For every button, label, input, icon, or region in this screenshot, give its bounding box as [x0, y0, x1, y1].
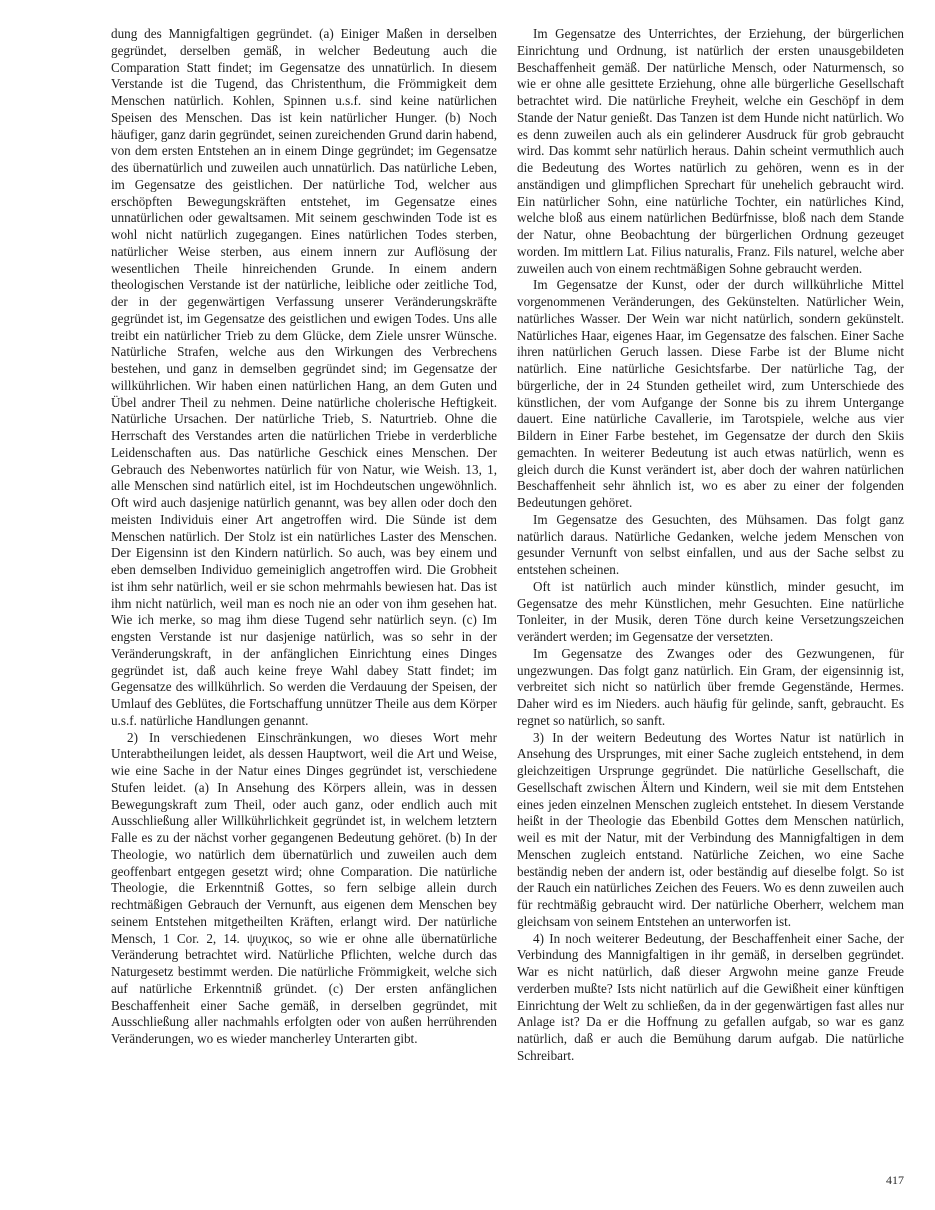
paragraph: Im Gegensatze des Gesuchten, des Mühsamen. Das folgt ganz natürlich daraus. Natürliche Gedanken, welche jedem Menschen von gesunder Vernunft von selbst einfallen, und aus der Sache selbst zu entstehen scheinen. — [517, 511, 904, 577]
left-column — [111, 26, 497, 1048]
paragraph: 2) In verschiedenen Einschränkungen, wo dieses Wort mehr Unterabtheilungen leidet, als dessen Hauptwort, weil die Art und Weise, wie eine Sache in der Natur eines Dinges gegründet ist, verschiedene Stufen leidet. (a) In Ansehung des Körpers allein, was in dessen Bewegungskraft zum Theil, oder auch ganz, oder endlich auch mit Ausschließung aller Willkührlichkeit gegründet ist, in welchem letztern Falle es zu der nächst vorher gegangenen Bedeutung gehöret. (b) In der Theologie, wo natürlich dem übernatürlich und zuweilen auch dem geoffenbart entgegen gesetzt wird; ohne Comparation. Die natürliche Theologie, die Erkenntniß Gottes, so fern selbige allein durch rechtmäßigen Gebrauch der Vernunft, aus eigenen dem Menschen bey seinem Entstehen mitgetheilten Kräften, erlangt wird. Der natürliche Mensch, 1 Cor. 2, 14. ψυχικος, so wie er ohne alle übernatürliche Veränderung betrachtet wird. Natürliche Pflichten, welche durch das Naturgesetz bestimmt werden. Die natürliche Frömmigkeit, welche sich auf natürliche Erkenntniß gründet. (c) Der ersten anfänglichen Beschaffenheit einer Sache gemäß, in derselben gegründet, mit Ausschließung aller nachmahls erfolgten oder von außen herrührenden Veränderungen, wo es wieder mancherley Unterarten gibt. — [111, 729, 497, 1046]
right-column — [517, 26, 904, 1065]
paragraph: Im Gegensatze des Unterrichtes, der Erziehung, der bürgerlichen Einrichtung und Ordnung, ist natürlich der ersten unausgebildeten Beschaffenheit gemäß. Der natürliche Mensch, oder Naturmensch, so wie er ohne alle gesittete Erziehung, ohne alle bürgerliche Gesellschaft betrachtet wird. Die natürliche Freyheit, welche ein Geschöpf in dem Stande der Natur genießt. Das Tanzen ist dem Hunde nicht natürlich. Wo es denn zuweilen auch als ein gelinderer Ausdruck für grob gebraucht wird. Das kommt sehr natürlich heraus. Dahin scheint vermuthlich auch die Bedeutung des Wortes natürlich zu gehören, wenn es in der anständigen und glimpflichen Sprechart für unehelich gebraucht wird. Ein natürlicher Sohn, eine natürliche Tochter, ein natürliches Kind, welche bloß aus einem natürlichen Bedürfnisse, bloß nach dem Stande der Natur, ohne Beobachtung der bürgerlichen Ordnung gezeuget worden. Im mittlern Lat. Filius naturalis, Franz. Fils naturel, welche aber zuweilen auch von einem rechtmäßigen Sohne gebraucht werden. — [517, 26, 904, 276]
page-number: 417 — [886, 1173, 904, 1187]
paragraph: dung des Mannigfaltigen gegründet. (a) Einiger Maßen in derselben gegründet, derselben gemäß, in welcher Bedeutung auch die Comparation Statt findet; im Gegensatze des unnatürlich. In diesem Verstande ist die Tugend, das Christenthum, die Frömmigkeit dem Menschen natürlich. Kohlen, Spinnen u.s.f. sind keine natürlichen Speisen des Menschen. Das ist kein natürlicher Hunger. (b) Noch häufiger, ganz darin gegründet, seinen zureichenden Grund darin habend, von dem ersten Entstehen an in einem Dinge gegründet; im Gegensatze des übernatürlich und zuweilen auch unnatürlich. Das natürliche Leben, im Gegensatze des geistlichen. Der natürliche Tod, welcher aus erschöpften Bewegungskräften entstehet, im Gegensatze eines unnatürlichen oder gewaltsamen. Mit seinem geschwinden Tode ist es wohl nicht natürlich zugegangen. Eines natürlichen Todes sterben, natürlicher Weise sterben, aus einem innern zur Auflösung der wesentlichen Theile hinreichenden Grunde. In einem andern theologischen Verstande ist der natürliche, leibliche oder zeitliche Tod, der in der gegenwärtigen Verfassung unserer Veränderungskräfte gegründet ist, im Gegensatze des geistlichen und ewigen Todes. Uns alle treibt ein natürlicher Trieb zu dem Glücke, dem Ziele unsrer Wünsche. Natürliche Strafen, welche aus den Wirkungen des Verbrechens bestehen, und ganz in demselben gegründet sind; im Gegensatze der willkührlichen. Wir haben einen natürlichen Hang, an dem Guten und Übel andrer Theil zu nehmen. Deine natürliche cholerische Heftigkeit. Natürliche Ursachen. Der natürliche Trieb, S. Naturtrieb. Ohne die Herrschaft des Verstandes arten die natürlichen Triebe in verderbliche Leidenschaften aus. Das natürliche Geschick eines Menschen. Der Gebrauch des Nebenwortes natürlich für von Natur, wie Weish. 13, 1, alle Menschen sind natürlich eitel, ist im Hochdeutschen ungewöhnlich. Oft wird auch dasjenige natürlich genannt, was bey allen oder doch den meisten Individuis einer Art angetroffen wird. Die Sünde ist dem Menschen natürlich. Der Stolz ist ein natürliches Laster des Menschen. Der Eigensinn ist den Kindern natürlich. So auch, was bey einem und eben demselben Individuo gemeiniglich angetroffen wird. Die Grobheit ist ihm sehr natürlich, weil er sie schon mehrmahls bewiesen hat. Das ist ihm nicht natürlich, weil man es noch nie an oder von ihm gesehen hat. Wie ich merke, so mag ihm diese Tugend sehr natürlich seyn. (c) Im engsten Verstande ist nur dasjenige natürlich, was so sehr in der Veränderungskraft, in der anfänglichen Einrichtung eines Dinges gegründet ist, daß auch keine freye Wahl dabey Statt findet; im Gegensatze des willkührlich. So werden die Verdauung der Speisen, der Umlauf des Geblütes, die Fortschaffung unnützer Theile aus dem Körper u.s.f. natürliche Handlungen genannt. — [111, 26, 497, 728]
paragraph: 4) In noch weiterer Bedeutung, der Beschaffenheit einer Sache, der Verbindung des Mannigfaltigen in ihr gemäß, in derselben gegründet. War es nicht natürlich, daß dieser Argwohn meine ganze Freude verderben mußte? Ists nicht natürlich auf die Gewißheit einer künftigen Einrichtung der Welt zu schließen, da in der gegenwärtigen fast alles nur Anlage ist? Da er die Hoffnung zu gefallen aufgab, so war es ganz natürlich, daß er auch die Bemühung darum aufgab. Die natürliche Schreibart. — [517, 930, 904, 1063]
paragraph: Oft ist natürlich auch minder künstlich, minder gesucht, im Gegensatze des mehr Künstlichen, mehr Gesuchten. Eine natürliche Tonleiter, in der Musik, deren Töne durch keine Versetzungszeichen verändert werden; im Gegensatze der versetzten. — [517, 578, 904, 644]
paragraph: Im Gegensatze der Kunst, oder der durch willkührliche Mittel vorgenommenen Veränderungen, des Gekünstelten. Natürlicher Wein, natürliches Wasser. Der Wein war nicht natürlich, sondern gekünstelt. Natürliches Haar, eigenes Haar, im Gegensatze des falschen. Einer Sache ihren natürlichen Geruch lassen. Diese Farbe ist der Blume nicht natürlich. Eine natürliche Gesichtsfarbe. Der natürliche Tag, der bürgerliche, der in 24 Stunden getheilet wird, zum Unterschiede des künstlichen, der vom Aufgange der Sonne bis zu ihrem Untergange dauert. Eine natürliche Cavallerie, im Tarotspiele, welche aus vier Bildern in Einer Farbe bestehet, im Gegensatze der durch den Skiis gemachten. In weiterer Bedeutung ist auch etwas natürlich, wenn es gleich durch die Kunst verändert ist, aber doch der wahren natürlichen Beschaffenheit sehr ähnlich ist, wo es aber zu einer der folgenden Bedeutungen gehöret. — [517, 277, 904, 510]
paragraph: Im Gegensatze des Zwanges oder des Gezwungenen, für ungezwungen. Das folgt ganz natürlich. Ein Gram, der eigensinnig ist, verbreitet sich nicht so natürlich über fremde Gegenstände, Hermes. Daher wird es im Nieders. auch häufig für gelinde, sanft, gebraucht. Es regnet so natürlich, so sanft. — [517, 645, 904, 728]
paragraph: 3) In der weitern Bedeutung des Wortes Natur ist natürlich in Ansehung des Ursprunges, mit einer Sache zugleich entstehend, in dem gleichzeitigen Ursprunge gegründet. Die natürliche Gesellschaft, die Gesellschaft zwischen Ältern und Kindern, weil sie mit dem Entstehen eines jeden einzelnen Menschen zugleich entstehet. In diesem Verstande heißt in der Theologie das Ebenbild Gottes dem Menschen natürlich, weil es mit der Natur, mit der Verbindung des Mannigfaltigen in dem Menschen zugleich entstand. Natürliche Zeichen, wo eine Sache beständig neben der andern ist, oder beständig auf dieselbe folgt. So ist der Rauch ein natürliches Zeichen des Feuers. Wo es denn zuweilen auch für rechtmäßig gebraucht wird. Der natürliche Oberherr, welchem man gleichsam von seinem Entstehen an unterworfen ist. — [517, 729, 904, 929]
